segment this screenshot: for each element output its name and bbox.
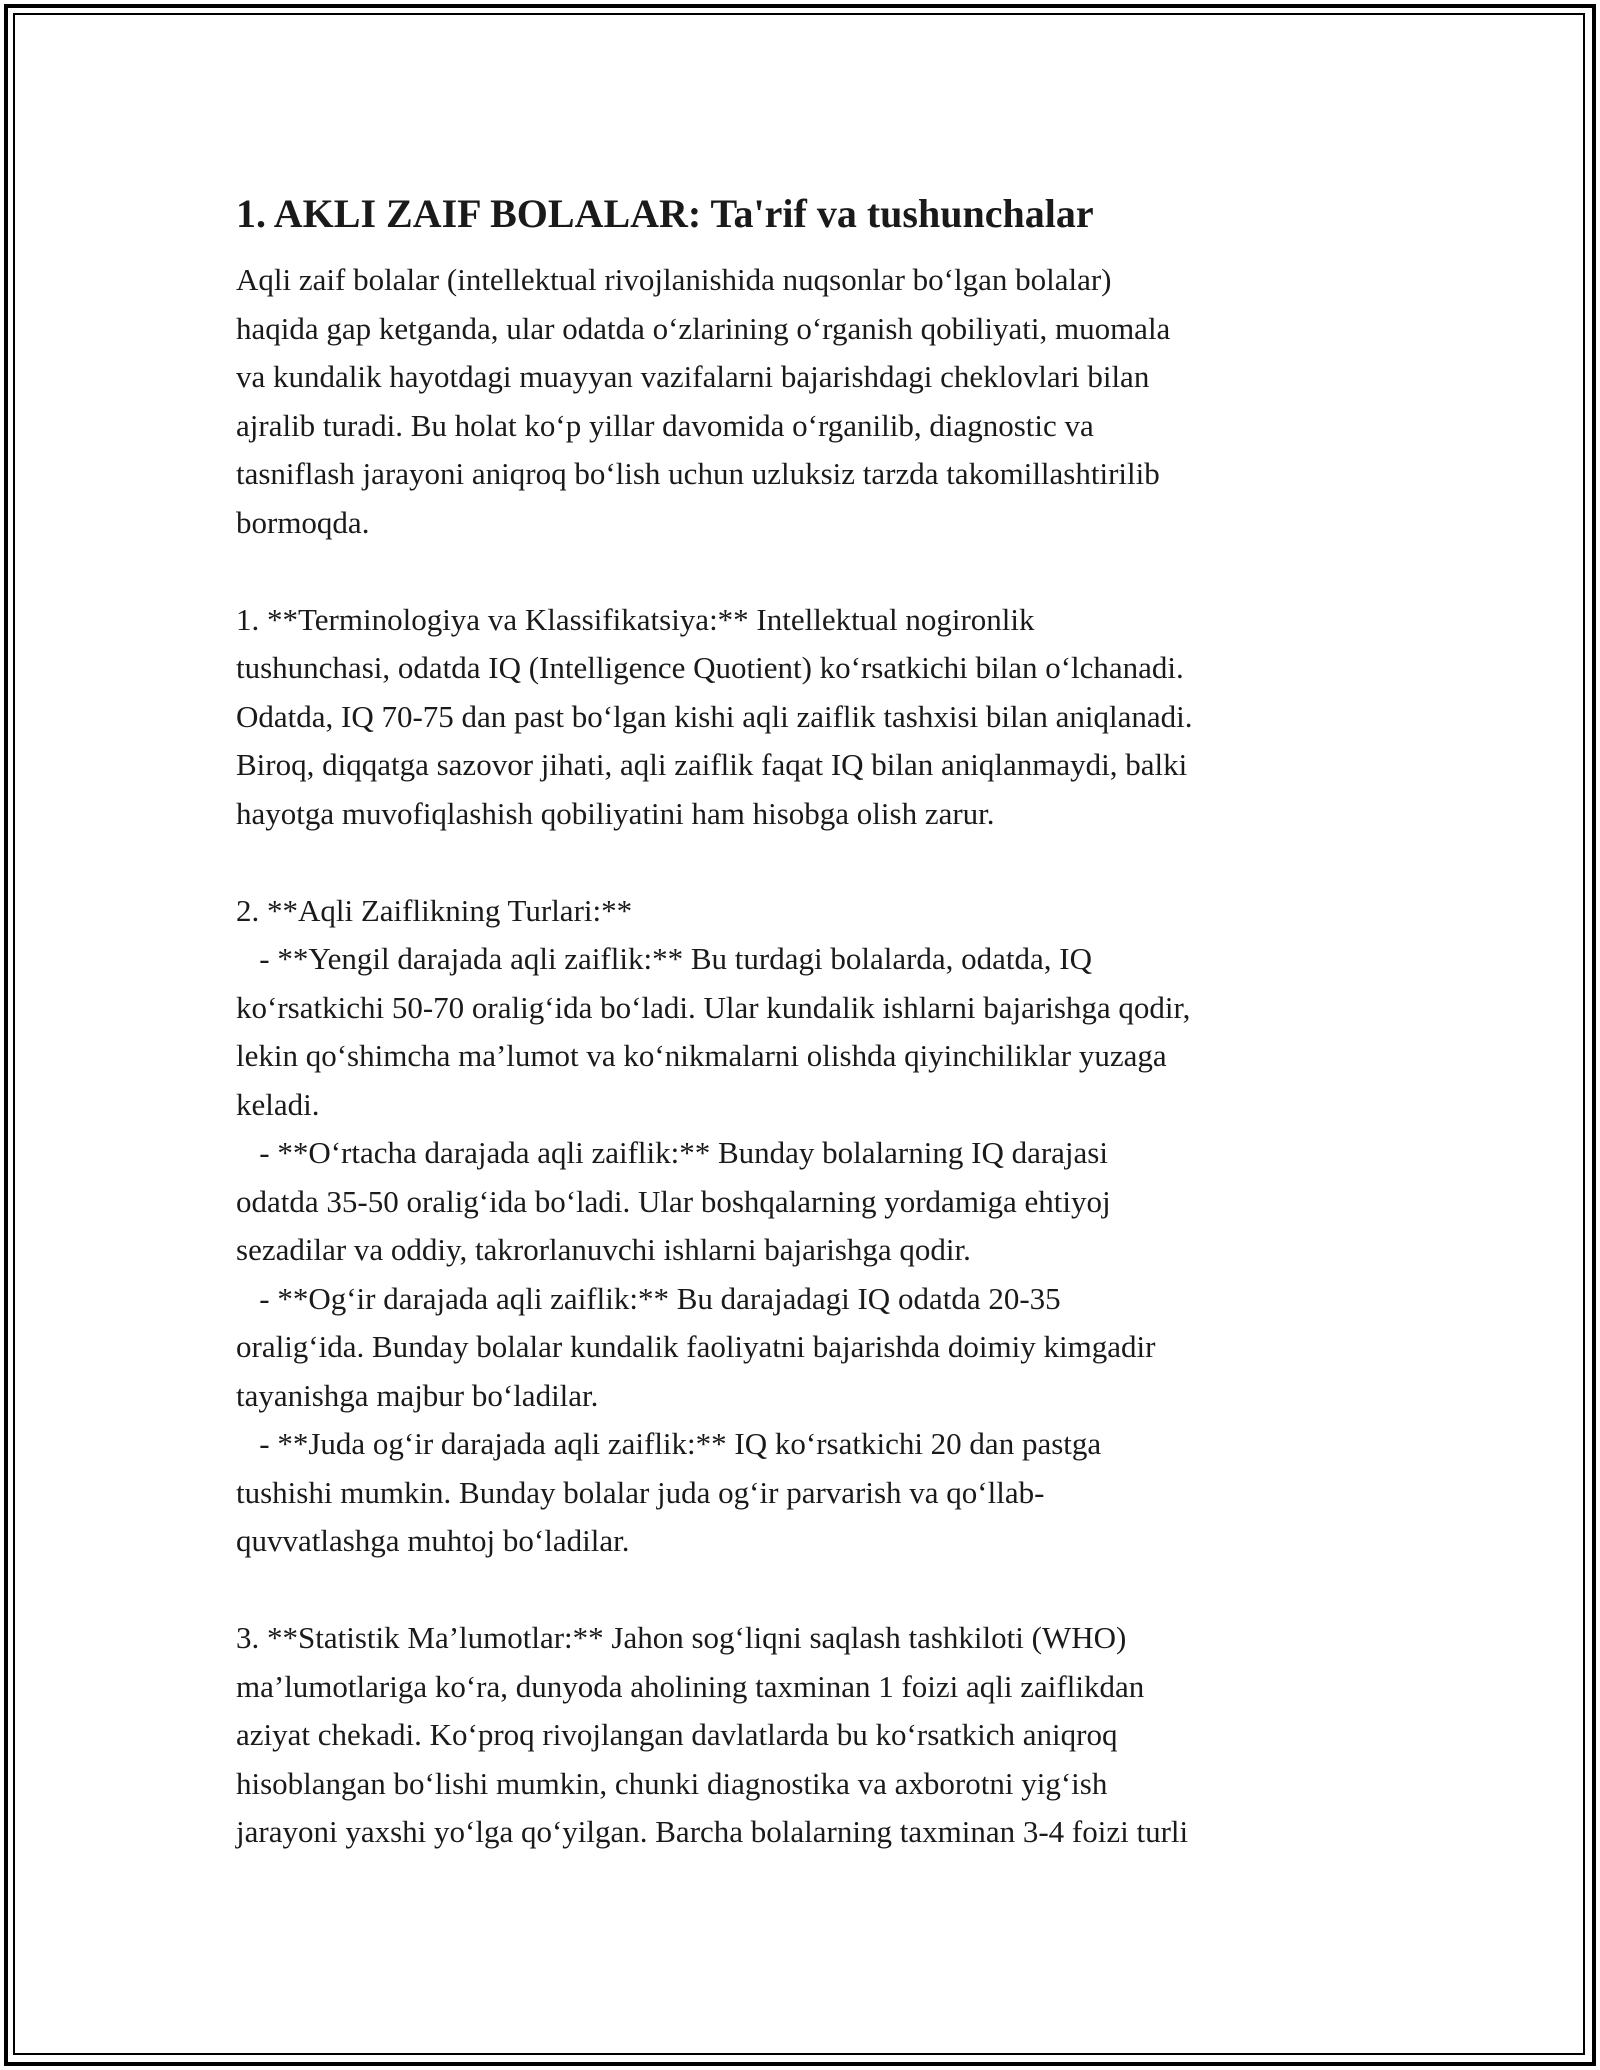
paragraph bbox=[236, 887, 1396, 1566]
text-line: oralig‘ida. Bunday bolalar kundalik faoliyatni bajarishda doimiy kimgadir bbox=[236, 1329, 1156, 1364]
text-line: Odatda, IQ 70-75 dan past bo‘lgan kishi aqli zaiflik tashxisi bilan aniqlanadi. bbox=[236, 698, 1193, 734]
document-body bbox=[236, 188, 1396, 1857]
text-line: jarayoni yaxshi yo‘lga qo‘yilgan. Barcha bolalarning taxminan 3-4 foizi turli bbox=[236, 1814, 1189, 1849]
text-line: quvvatlashga muhtoj bo‘ladilar. bbox=[236, 1523, 630, 1558]
text-line: tayanishga majbur bo‘ladilar. bbox=[236, 1377, 599, 1413]
text-line: tushishi mumkin. Bunday bolalar juda og‘ir parvarish va qo‘llab- bbox=[236, 1474, 1045, 1510]
text-line: aziyat chekadi. Ko‘proq rivojlangan davlatlarda bu ko‘rsatkich aniqroq bbox=[236, 1717, 1118, 1752]
text-line: keladi. bbox=[236, 1086, 320, 1122]
text-line: bormoqda. bbox=[236, 504, 370, 540]
paragraph bbox=[236, 256, 1396, 547]
text-line: 1. **Terminologiya va Klassifikatsiya:** Intellektual nogironlik bbox=[236, 601, 1035, 637]
document-title: 1. AKLI ZAIF BOLALAR: Ta'rif va tushunchalar bbox=[236, 191, 1094, 236]
text-line: va kundalik hayotdagi muayyan vazifalarni bajarishdagi cheklovlari bilan bbox=[236, 359, 1150, 394]
text-line: tushunchasi, odatda IQ (Intelligence Quotient) ko‘rsatkichi bilan o‘lchanadi. bbox=[236, 650, 1184, 685]
text-line: - **Og‘ir darajada aqli zaiflik:** Bu darajadagi IQ odatda 20-35 bbox=[236, 1280, 1061, 1316]
text-line: Aqli zaif bolalar (intellektual rivojlanishida nuqsonlar bo‘lgan bolalar) bbox=[236, 262, 1112, 297]
paragraph-list bbox=[236, 256, 1396, 1857]
text-line: hisoblangan bo‘lishi mumkin, chunki diagnostika va axborotni yig‘ish bbox=[236, 1765, 1108, 1801]
text-line: lekin qo‘shimcha ma’lumot va ko‘nikmalarni olishda qiyinchiliklar yuzaga bbox=[236, 1038, 1167, 1073]
text-line: 3. **Statistik Ma’lumotlar:** Jahon sog‘liqni saqlash tashkiloti (WHO) bbox=[236, 1620, 1127, 1655]
paragraph bbox=[236, 1614, 1396, 1857]
paragraph bbox=[236, 596, 1396, 839]
text-line: sezadilar va oddiy, takrorlanuvchi ishlarni bajarishga qodir. bbox=[236, 1232, 971, 1267]
text-line: - **Juda og‘ir darajada aqli zaiflik:** IQ ko‘rsatkichi 20 dan pastga bbox=[236, 1426, 1102, 1461]
text-line: odatda 35-50 oralig‘ida bo‘ladi. Ular boshqalarning yordamiga ehtiyoj bbox=[236, 1183, 1111, 1219]
text-line: - **O‘rtacha darajada aqli zaiflik:** Bunday bolalarning IQ darajasi bbox=[236, 1135, 1108, 1170]
text-line: ko‘rsatkichi 50-70 oralig‘ida bo‘ladi. Ular kundalik ishlarni bajarishga qodir, bbox=[236, 989, 1191, 1025]
text-line: tasniflash jarayoni aniqroq bo‘lish uchun uzluksiz tarzda takomillashtirilib bbox=[236, 456, 1160, 491]
text-line: - **Yengil darajada aqli zaiflik:** Bu turdagi bolalarda, odatda, IQ bbox=[236, 941, 1092, 976]
text-line: haqida gap ketganda, ular odatda o‘zlarining o‘rganish qobiliyati, muomala bbox=[236, 310, 1171, 346]
text-line: ma’lumotlariga ko‘ra, dunyoda aholining taxminan 1 foizi aqli zaiflikdan bbox=[236, 1668, 1145, 1704]
text-line: 2. **Aqli Zaiflikning Turlari:** bbox=[236, 892, 633, 928]
text-line: ajralib turadi. Bu holat ko‘p yillar davomida o‘rganilib, diagnostic va bbox=[236, 407, 1094, 443]
text-line: hayotga muvofiqlashish qobiliyatini ham hisobga olish zarur. bbox=[236, 795, 995, 831]
text-line: Biroq, diqqatga sazovor jihati, aqli zaiflik faqat IQ bilan aniqlanmaydi, balki bbox=[236, 747, 1188, 782]
